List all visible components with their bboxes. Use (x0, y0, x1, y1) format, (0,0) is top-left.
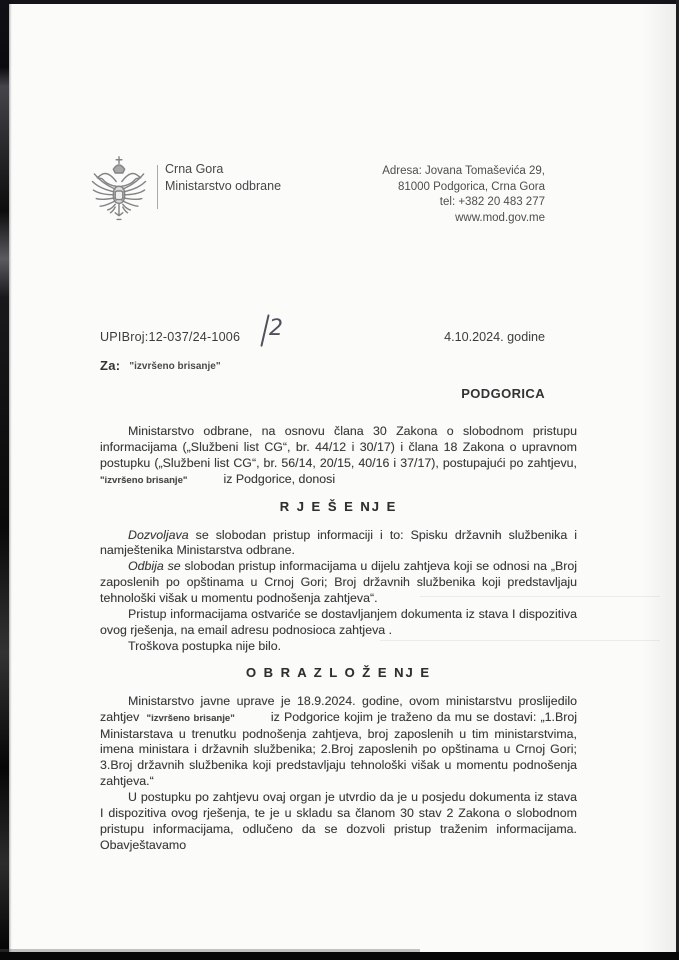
letterhead-divider (157, 165, 158, 209)
city-label: PODGORICA (461, 386, 545, 401)
decision-heading: R J E Š E NJ E (279, 498, 398, 514)
explanation-text: iz Podgorice kojim je traženo da mu se dostavi: „1.Broj Ministarstava u trenutku podnošenja zahtjeva, broj zaposlenih u tim ministarstvima, imena ministara i državnih službenika; 2.Broj zaposlenih po opštinama u Crnoj Gori; 3.Broj državnih službenika koji predstavljaju tehnološki višak u momentu podnošenja zahtjeva.“ (100, 709, 578, 789)
address-block (382, 164, 545, 226)
address-line: www.mod.gov.me (455, 211, 545, 224)
intro-paragraph (100, 424, 577, 489)
org-country: Crna Gora (165, 162, 224, 176)
redaction-text: "izvršeno brisanje" (100, 474, 188, 486)
decision-text: slobodan pristup informacijama u dijelu zahtjeva koji se odnosi na „Broj zaposlenih po opštinama u Crnoj Gori; Broj državnih službenika koji predstavljaju tehnološki višak u momentu podnošenja zahtjeva“. (100, 559, 577, 606)
explanation-paragraph-1 (100, 694, 577, 790)
address-line: Adresa: Jovana Tomaševića 29, (382, 165, 545, 177)
org-ministry: Ministarstvo odbrane (165, 179, 282, 193)
decision-text: se slobodan pristup informaciji i to: Spisku državnih službenika i namještenika Ministarstva odbrane. (100, 527, 577, 558)
org-name-block (165, 161, 281, 195)
decision-lead-italic: Odbija se (128, 559, 181, 574)
scan-edge-top (0, 0, 679, 4)
scan-edge-bottom (0, 952, 679, 960)
redaction-text: "izvršeno brisanje" (146, 712, 235, 724)
handwritten-mark (258, 312, 298, 352)
recipient-row (100, 357, 221, 375)
scan-shade-right (642, 0, 676, 960)
recipient-label: Za: (100, 358, 121, 373)
document-date: 4.10.2024. godine (444, 330, 545, 344)
intro-tail: iz Podgorice, donosi (223, 471, 336, 486)
reference-number: UPIBroj:12-037/24-1006 (100, 330, 241, 344)
recipient-redaction: "izvršeno brisanje" (129, 361, 221, 372)
decision-paragraph-costs: Troškova postupka nije bilo. (128, 638, 282, 653)
address-line: 81000 Podgorica, Crna Gora (397, 180, 545, 193)
handwritten-digit: 2 (269, 316, 283, 341)
decision-paragraph-allow (100, 528, 577, 560)
scan-edge-left (0, 0, 9, 960)
decision-paragraph-deny (100, 559, 577, 607)
address-line: tel: +382 20 483 277 (439, 196, 545, 208)
coat-of-arms-icon (90, 155, 148, 232)
decision-lead-italic: Dozvoljava (128, 527, 189, 542)
decision-paragraph-access: Pristup informacijama ostvariće se dostavljanjem dokumenta iz stava I dispozitiva ovog rješenja, na email adresu podnosioca zahtjeva . (100, 607, 577, 637)
explanation-paragraph-2: U postupku po zahtjevu ovaj organ je utvrdio da je u posjedu dokumenta iz stava I dispozitiva ovog rješenja, te je u skladu sa članom 30 stav 2 Zakona o slobodnom pristupu informacijama, odlučeno da se dozvoli pristup traženim informacijama. Obavještavamo (100, 790, 577, 852)
document-body (100, 424, 577, 854)
explanation-heading: O B R A Z L O Ž E NJ E (245, 664, 432, 680)
explanation-text: Ministarstvo javne uprave je 18.9.2024. godine, ovom ministarstvu proslijedilo zahtjev (100, 693, 577, 724)
intro-text: Ministarstvo odbrane, na osnovu člana 30 Zakona o slobodnom pristupu informacijama („Službeni list CG“, br. 44/12 i 30/17) i člana 18 Zakona o upravnom postupku („Službeni list CG“, br. 56/14, 20/15, 40/16 i 37/17), postupajući po zahtjevu, (100, 424, 577, 470)
